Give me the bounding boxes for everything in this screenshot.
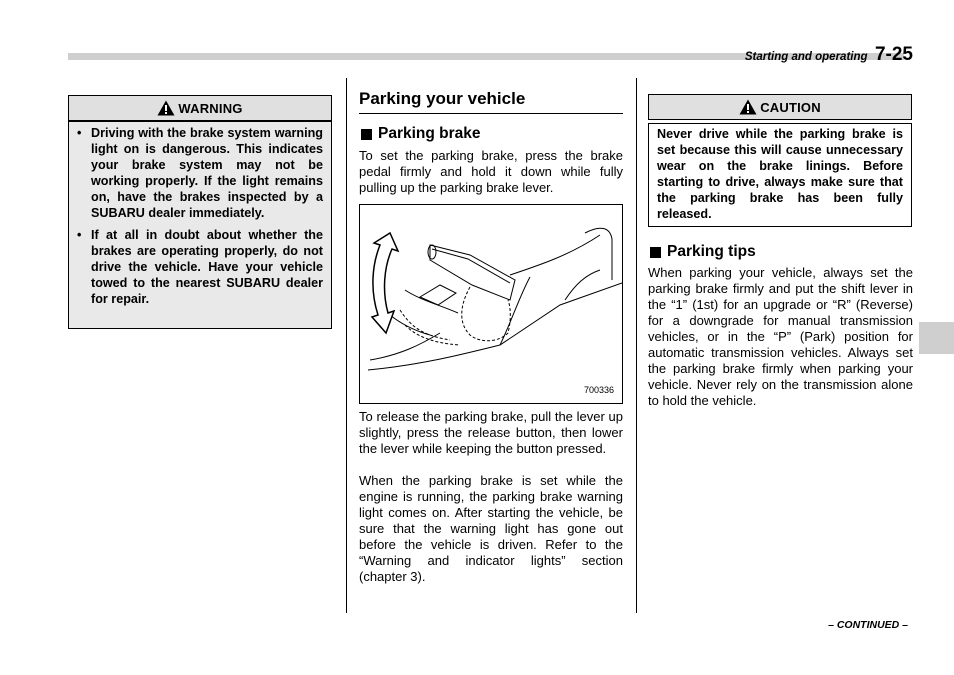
warning-triangle-icon: [157, 100, 175, 116]
parking-brake-intro: To set the parking brake, press the brake pedal firmly and hold it down while fully pulling up the parking brake lever.: [359, 148, 623, 195]
column-divider-right: [636, 78, 637, 613]
warning-item: • If at all in doubt about whether the brakes are operating properly, do not drive the vehicle. Have your vehicle towed to the nearest SUBARU dealer for repair.: [77, 228, 323, 306]
parking-brake-lever-illustration: [360, 205, 622, 403]
warning-body: [68, 121, 332, 329]
figure-code: 700336: [583, 385, 614, 395]
parking-tips-heading: Parking tips: [650, 243, 756, 261]
chapter-thumb-tab: [919, 322, 954, 354]
section-title: Starting and operating: [744, 51, 868, 63]
warning-list: [77, 125, 323, 307]
caution-label: CAUTION: [760, 99, 821, 115]
warning-label: WARNING: [178, 100, 243, 116]
warning-header: [68, 95, 332, 121]
square-bullet-icon: [650, 247, 661, 258]
warning-item: • Driving with the brake system warning light on is dangerous. This indicates your brake system may not be working properly. If the light remains on, have the brakes inspected by a SUBARU dealer immediately.: [77, 126, 323, 220]
caution-text: Never drive while the parking brake is set because this will cause unnecessary wear on the brake linings. Before starting to drive, always make sure that the parking brake has been fully released.: [657, 127, 903, 221]
release-instructions: To release the parking brake, pull the lever up slightly, press the release button, then lower the lever while keeping the button pressed.: [359, 409, 623, 456]
column-divider-left: [346, 78, 347, 613]
parking-tips-text: When parking your vehicle, always set the parking brake firmly and put the shift lever in the “1” (1st) for an upgrade or “R” (Reverse) for a downgrade for manual transmission vehicles, or in the “P” (Park) position for automatic transmission vehicles. Always set the parking brake firmly when parking your vehicle. Never rely on the transmission alone to hold the vehicle.: [648, 265, 913, 408]
square-bullet-icon: [361, 129, 372, 140]
warning-item-text: If at all in doubt about whether the brakes are operating properly, do not drive the vehicle. Have your vehicle towed to the nearest SUBARU dealer for repair.: [91, 228, 323, 306]
section-heading: Parking your vehicle: [359, 89, 623, 114]
warning-light-note: When the parking brake is set while the engine is running, the parking brake warning light comes on. After starting the vehicle, be sure that the warning light has gone out before the vehicle is driven. Refer to the “Warning and indicator lights” section (chapter 3).: [359, 473, 623, 584]
caution-triangle-icon: [739, 99, 757, 115]
page-number: 7-25: [874, 44, 913, 65]
parking-brake-heading: Parking brake: [361, 125, 481, 143]
caution-header: [648, 94, 912, 120]
page-header: [745, 44, 913, 68]
continued-label: – CONTINUED –: [828, 619, 908, 631]
parking-brake-figure: [359, 204, 623, 404]
warning-item-text: Driving with the brake system warning light on is dangerous. This indicates your brake system may not be working properly. If the light remains on, have the brakes inspected by a SUBARU dealer immediately.: [91, 126, 323, 220]
caution-body: [648, 123, 912, 227]
